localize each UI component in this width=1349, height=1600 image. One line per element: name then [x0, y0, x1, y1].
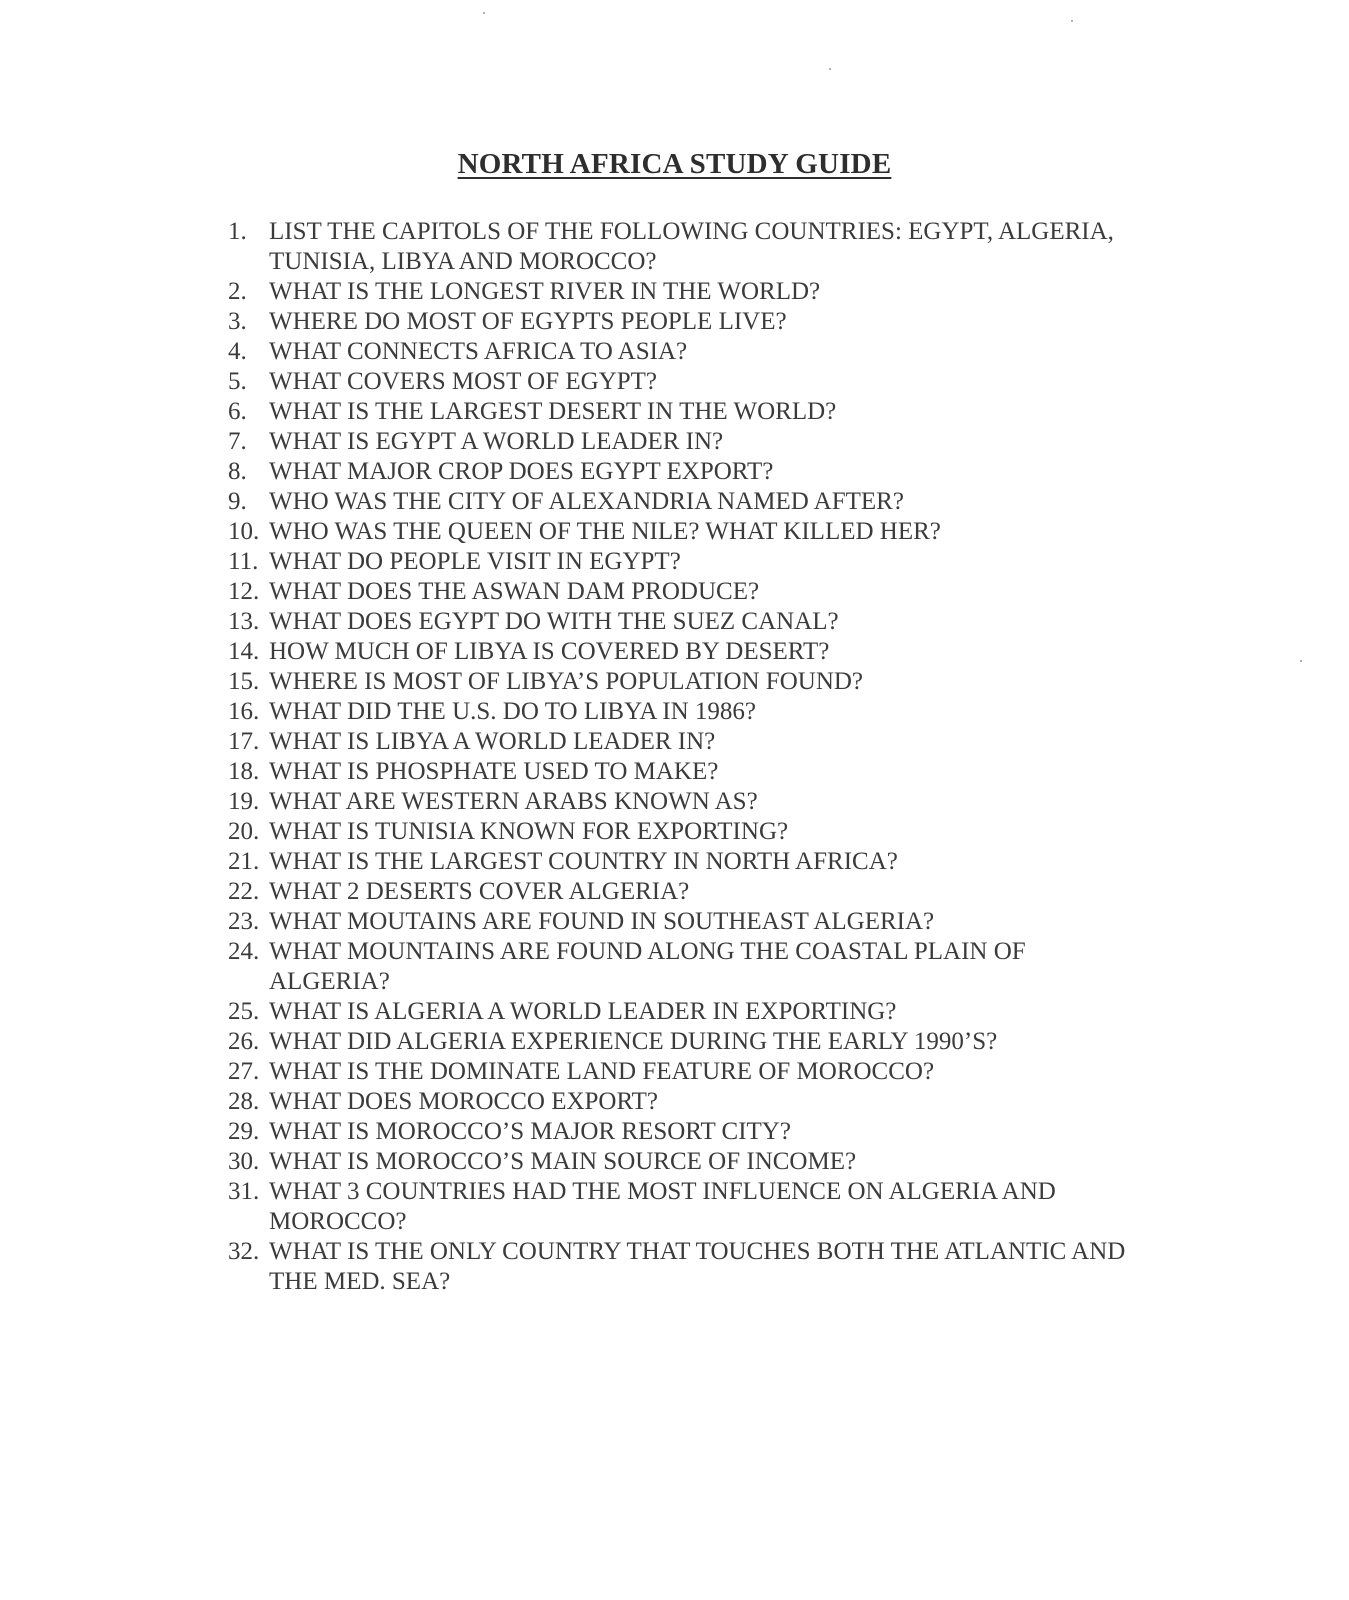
question-number: 16.	[228, 698, 260, 725]
question-text: WHAT IS THE LARGEST DESERT IN THE WORLD?	[269, 398, 837, 425]
question-number: 13.	[228, 608, 260, 635]
question-item	[0, 577, 1349, 607]
question-item	[0, 637, 1349, 667]
question-text: WHAT DID THE U.S. DO TO LIBYA IN 1986?	[269, 698, 757, 725]
question-text: WHAT IS THE ONLY COUNTRY THAT TOUCHES BOTH THE ATLANTIC AND THE MED. SEA?	[269, 1238, 1126, 1295]
question-text: WHAT COVERS MOST OF EGYPT?	[269, 368, 658, 395]
question-number: 30.	[228, 1148, 260, 1175]
question-number: 14.	[228, 638, 260, 665]
question-text: WHAT 2 DESERTS COVER ALGERIA?	[269, 878, 690, 905]
question-number: 25.	[228, 998, 260, 1025]
question-item	[0, 397, 1349, 427]
question-item	[0, 337, 1349, 367]
question-item	[0, 1057, 1349, 1087]
question-text: WHAT CONNECTS AFRICA TO ASIA?	[269, 338, 688, 365]
question-text: WHAT IS LIBYA A WORLD LEADER IN?	[269, 728, 716, 755]
question-text: LIST THE CAPITOLS OF THE FOLLOWING COUNTRIES: EGYPT, ALGERIA, TUNISIA, LIBYA AND MOROCCO?	[269, 218, 1114, 275]
question-item	[0, 757, 1349, 787]
question-number: 8.	[228, 458, 247, 485]
question-text: HOW MUCH OF LIBYA IS COVERED BY DESERT?	[269, 638, 830, 665]
question-text: WHAT MAJOR CROP DOES EGYPT EXPORT?	[269, 458, 774, 485]
question-text: WHAT IS EGYPT A WORLD LEADER IN?	[269, 428, 724, 455]
question-item	[0, 1027, 1349, 1057]
question-number: 22.	[228, 878, 260, 905]
question-item	[0, 1177, 1349, 1237]
question-item	[0, 727, 1349, 757]
question-item	[0, 1087, 1349, 1117]
question-number: 7.	[228, 428, 247, 455]
question-item	[0, 517, 1349, 547]
question-number: 21.	[228, 848, 260, 875]
question-item	[0, 1117, 1349, 1147]
page-title: NORTH AFRICA STUDY GUIDE	[457, 148, 892, 180]
question-number: 4.	[228, 338, 247, 365]
question-item	[0, 907, 1349, 937]
question-item	[0, 997, 1349, 1027]
scan-speck	[829, 68, 831, 70]
question-number: 28.	[228, 1088, 260, 1115]
question-number: 11.	[228, 548, 259, 575]
question-item	[0, 817, 1349, 847]
question-number: 26.	[228, 1028, 260, 1055]
question-item	[0, 487, 1349, 517]
question-item	[0, 1147, 1349, 1177]
question-text: WHAT DID ALGERIA EXPERIENCE DURING THE EARLY 1990’S?	[269, 1028, 998, 1055]
question-text: WHAT IS MOROCCO’S MAIN SOURCE OF INCOME?	[269, 1148, 857, 1175]
question-number: 10.	[228, 518, 260, 545]
question-item	[0, 427, 1349, 457]
question-text: WHAT IS PHOSPHATE USED TO MAKE?	[269, 758, 719, 785]
question-text: WHAT DOES EGYPT DO WITH THE SUEZ CANAL?	[269, 608, 839, 635]
question-item	[0, 367, 1349, 397]
question-number: 12.	[228, 578, 260, 605]
question-item	[0, 847, 1349, 877]
question-list	[0, 217, 1349, 1297]
question-number: 23.	[228, 908, 260, 935]
question-item	[0, 547, 1349, 577]
question-item	[0, 307, 1349, 337]
question-text: WHAT MOUTAINS ARE FOUND IN SOUTHEAST ALGERIA?	[269, 908, 935, 935]
question-text: WHAT MOUNTAINS ARE FOUND ALONG THE COASTAL PLAIN OF ALGERIA?	[269, 938, 1026, 995]
question-number: 15.	[228, 668, 260, 695]
question-text: WHAT IS ALGERIA A WORLD LEADER IN EXPORTING?	[269, 998, 897, 1025]
question-item	[0, 787, 1349, 817]
question-item	[0, 697, 1349, 727]
question-number: 24.	[228, 938, 260, 965]
question-text: WHAT DOES THE ASWAN DAM PRODUCE?	[269, 578, 760, 605]
question-text: WHERE IS MOST OF LIBYA’S POPULATION FOUND?	[269, 668, 864, 695]
question-number: 17.	[228, 728, 260, 755]
question-number: 29.	[228, 1118, 260, 1145]
question-item	[0, 1237, 1349, 1297]
question-item	[0, 937, 1349, 997]
question-number: 18.	[228, 758, 260, 785]
scan-speck	[1071, 20, 1073, 22]
question-text: WHAT IS THE LONGEST RIVER IN THE WORLD?	[269, 278, 821, 305]
question-number: 20.	[228, 818, 260, 845]
question-text: WHAT 3 COUNTRIES HAD THE MOST INFLUENCE ON ALGERIA AND MOROCCO?	[269, 1178, 1056, 1235]
question-item	[0, 457, 1349, 487]
question-item	[0, 607, 1349, 637]
question-text: WHO WAS THE CITY OF ALEXANDRIA NAMED AFTER?	[269, 488, 904, 515]
question-item	[0, 877, 1349, 907]
question-number: 6.	[228, 398, 247, 425]
question-number: 2.	[228, 278, 247, 305]
question-item	[0, 277, 1349, 307]
question-text: WHO WAS THE QUEEN OF THE NILE? WHAT KILLED HER?	[269, 518, 941, 545]
question-number: 9.	[228, 488, 247, 515]
question-number: 32.	[228, 1238, 260, 1265]
question-text: WHAT IS TUNISIA KNOWN FOR EXPORTING?	[269, 818, 789, 845]
question-text: WHAT DOES MOROCCO EXPORT?	[269, 1088, 659, 1115]
question-text: WHAT IS THE DOMINATE LAND FEATURE OF MOROCCO?	[269, 1058, 935, 1085]
question-text: WHERE DO MOST OF EGYPTS PEOPLE LIVE?	[269, 308, 787, 335]
question-number: 27.	[228, 1058, 260, 1085]
question-text: WHAT DO PEOPLE VISIT IN EGYPT?	[269, 548, 681, 575]
question-number: 31.	[228, 1178, 260, 1205]
question-text: WHAT IS THE LARGEST COUNTRY IN NORTH AFRICA?	[269, 848, 898, 875]
question-number: 3.	[228, 308, 247, 335]
question-number: 19.	[228, 788, 260, 815]
question-number: 5.	[228, 368, 247, 395]
question-item	[0, 217, 1349, 277]
question-text: WHAT ARE WESTERN ARABS KNOWN AS?	[269, 788, 758, 815]
question-number: 1.	[228, 218, 247, 245]
question-text: WHAT IS MOROCCO’S MAJOR RESORT CITY?	[269, 1118, 791, 1145]
scan-speck	[483, 12, 485, 14]
question-item	[0, 667, 1349, 697]
